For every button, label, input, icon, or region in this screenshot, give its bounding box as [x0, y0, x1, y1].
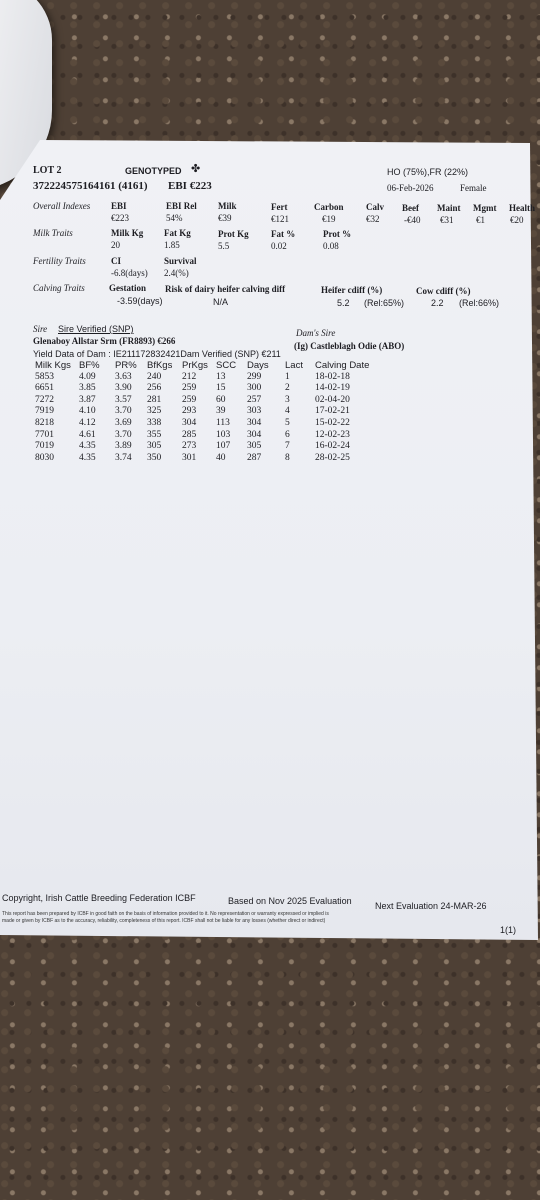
- table-cell: 16-02-24: [315, 441, 350, 452]
- table-cell: 3.63: [115, 371, 132, 382]
- table-cell: 14-02-19: [315, 383, 350, 394]
- table-cell: 304: [182, 417, 197, 428]
- table-cell: 240: [147, 371, 162, 382]
- table-row: [35, 441, 375, 453]
- table-cell: 5: [285, 417, 290, 428]
- table-cell: 5853: [35, 371, 54, 382]
- table-cell: 3.74: [115, 452, 132, 463]
- table-cell: 15-02-22: [315, 417, 350, 428]
- sex-label: Female: [460, 183, 487, 193]
- table-cell: 256: [147, 383, 162, 394]
- index-val-milk: €39: [218, 213, 232, 223]
- table-cell: 7919: [35, 406, 54, 417]
- index-col-beef: Beef: [402, 203, 419, 213]
- table-cell: 7: [285, 441, 290, 452]
- table-cell: 3.70: [115, 406, 132, 417]
- milk-val-fat-kg: 1.85: [164, 240, 180, 250]
- breed-label: HO (75%),FR (22%): [387, 167, 469, 177]
- col-calving-date: Calving Date: [315, 360, 370, 371]
- cow-cdiff-rel: (Rel:66%): [459, 298, 500, 308]
- milk-val-fat-pct: 0.02: [271, 241, 287, 251]
- table-cell: 4.61: [79, 429, 96, 440]
- dam-yield-title: Yield Data of Dam : IE211172832421Dam Verified (SNP) €211: [33, 349, 281, 359]
- table-cell: 2: [285, 383, 290, 394]
- heifer-cdiff-rel: (Rel:65%): [364, 298, 405, 308]
- table-cell: 304: [247, 417, 262, 428]
- fertility-traits-label: Fertility Traits: [33, 256, 86, 266]
- col-lact: Lact: [285, 360, 303, 371]
- dam-yield-header-row: [35, 360, 375, 372]
- table-cell: 3.90: [115, 383, 132, 394]
- table-cell: 113: [216, 417, 230, 428]
- header-ebi: EBI €223: [168, 180, 212, 192]
- table-cell: 7019: [35, 441, 54, 452]
- table-cell: 3: [285, 394, 290, 405]
- table-cell: 4.35: [79, 441, 96, 452]
- table-cell: 304: [247, 429, 262, 440]
- table-cell: 3.89: [115, 441, 132, 452]
- dams-sire-label: Dam's Sire: [296, 328, 336, 338]
- table-cell: 40: [216, 452, 226, 463]
- disclaimer-line-2: made or given by ICBF as to the accuracy, reliability, completeness of this report. ICBF shall not be liable for any losses (whether direct or indirect): [2, 918, 326, 924]
- table-cell: 17-02-21: [315, 406, 350, 417]
- table-row: [35, 406, 375, 418]
- index-val-maint: €31: [440, 215, 454, 225]
- table-cell: 3.85: [79, 383, 96, 394]
- table-cell: 6651: [35, 383, 54, 394]
- table-cell: 6: [285, 429, 290, 440]
- disclaimer-line-1: This report has been prepared by ICBF in good faith on the basis of information provided to it. No representation or warranty expressed or implied is: [2, 911, 329, 917]
- table-row: [35, 430, 375, 442]
- table-cell: 293: [182, 406, 197, 417]
- fertility-col-survival: Survival: [164, 256, 197, 266]
- index-val-fert: €121: [271, 214, 289, 224]
- genotyped-label: GENOTYPED: [125, 166, 182, 176]
- milk-col-fat-kg: Fat Kg: [164, 228, 191, 238]
- heifer-cdiff-value: 5.2: [337, 298, 350, 308]
- gestation-label: Gestation: [109, 283, 146, 293]
- lot-label: LOT 2: [33, 165, 62, 176]
- table-cell: 287: [247, 452, 262, 463]
- table-cell: 3.87: [79, 394, 96, 405]
- table-cell: 3.57: [115, 394, 132, 405]
- table-cell: 305: [247, 441, 262, 452]
- milk-val-prot-kg: 5.5: [218, 241, 230, 251]
- table-cell: 4.35: [79, 452, 96, 463]
- sire-verified-link: Sire Verified (SNP): [58, 324, 134, 334]
- table-cell: 7701: [35, 429, 54, 440]
- index-val-ebi: €223: [111, 213, 129, 223]
- table-cell: 4.09: [79, 371, 96, 382]
- dna-helix-icon: ✤: [191, 163, 201, 175]
- index-col-health: Health: [509, 203, 535, 213]
- table-row: [35, 418, 375, 430]
- table-cell: 60: [216, 394, 226, 405]
- index-val-ebi-rel: 54%: [166, 213, 183, 223]
- sire-name: Glenaboy Allstar Srm (FR8893) €266: [33, 336, 176, 346]
- index-col-milk: Milk: [218, 201, 237, 211]
- date-label: 06-Feb-2026: [387, 183, 434, 193]
- table-cell: 8218: [35, 417, 54, 428]
- gestation-value: -3.59(days): [117, 296, 163, 306]
- table-cell: 4.10: [79, 406, 96, 417]
- tag-id: 372224575164161 (4161): [33, 180, 148, 192]
- index-col-calv: Calv: [366, 202, 384, 212]
- index-col-fert: Fert: [271, 202, 288, 212]
- index-val-beef: -€40: [404, 215, 421, 225]
- index-col-maint: Maint: [437, 203, 461, 213]
- risk-value: N/A: [213, 297, 229, 307]
- table-row: [35, 372, 375, 384]
- table-cell: 7272: [35, 394, 54, 405]
- index-col-mgmt: Mgmt: [473, 203, 497, 213]
- table-cell: 338: [147, 417, 162, 428]
- col-milk-kgs: Milk Kgs: [35, 360, 71, 371]
- index-col-ebi-rel: EBI Rel: [166, 201, 197, 211]
- milk-val-prot-pct: 0.08: [323, 241, 339, 251]
- milk-col-fat-pct: Fat %: [271, 229, 296, 239]
- milk-col-prot-pct: Prot %: [323, 229, 352, 239]
- index-val-health: €20: [510, 215, 524, 225]
- cow-cdiff-label: Cow cdiff (%): [416, 286, 471, 296]
- calving-traits-label: Calving Traits: [33, 283, 85, 293]
- heifer-cdiff-label: Heifer cdiff (%): [321, 285, 383, 295]
- evaluation-text: Based on Nov 2025 Evaluation: [228, 896, 352, 906]
- next-evaluation-text: Next Evaluation 24-MAR-26: [375, 901, 487, 911]
- table-cell: 12-02-23: [315, 429, 350, 440]
- table-cell: 259: [182, 394, 197, 405]
- table-cell: 281: [147, 394, 162, 405]
- index-col-carbon: Carbon: [314, 202, 344, 212]
- table-cell: 305: [147, 441, 162, 452]
- index-col-ebi: EBI: [111, 201, 127, 211]
- table-cell: 15: [216, 383, 226, 394]
- col-bf-kgs: BfKgs: [147, 360, 173, 371]
- sire-label: Sire: [33, 324, 48, 334]
- index-val-calv: €32: [366, 214, 380, 224]
- dams-sire-name: (Ig) Castleblagh Odie (ABO): [294, 341, 405, 351]
- col-bf-pct: BF%: [79, 360, 100, 371]
- table-cell: 273: [182, 441, 197, 452]
- table-cell: 1: [285, 371, 290, 382]
- dam-yield-rows: [35, 372, 375, 465]
- index-val-mgmt: €1: [476, 215, 485, 225]
- col-days: Days: [247, 360, 269, 371]
- cow-cdiff-value: 2.2: [431, 298, 444, 308]
- milk-col-milk-kg: Milk Kg: [111, 228, 144, 238]
- table-cell: 301: [182, 452, 197, 463]
- table-cell: 28-02-25: [315, 452, 350, 463]
- risk-label: Risk of dairy heifer calving diff: [165, 284, 286, 294]
- table-cell: 3.69: [115, 417, 132, 428]
- fertility-val-survival: 2.4(%): [164, 268, 189, 278]
- page-number: 1(1): [500, 925, 517, 935]
- milk-val-milk-kg: 20: [111, 240, 120, 250]
- table-cell: 303: [247, 406, 262, 417]
- table-cell: 355: [147, 429, 162, 440]
- table-cell: 257: [247, 394, 262, 405]
- table-cell: 39: [216, 406, 226, 417]
- col-pr-kgs: PrKgs: [182, 360, 208, 371]
- table-row: [35, 383, 375, 395]
- table-cell: 4: [285, 406, 290, 417]
- table-cell: 103: [216, 429, 231, 440]
- col-scc: SCC: [216, 360, 237, 371]
- table-cell: 8: [285, 452, 290, 463]
- table-cell: 212: [182, 371, 197, 382]
- fertility-val-ci: -6.8(days): [111, 268, 148, 278]
- table-cell: 02-04-20: [315, 394, 350, 405]
- dam-yield-table: [35, 360, 375, 464]
- index-val-carbon: €19: [322, 214, 336, 224]
- table-cell: 18-02-18: [315, 371, 350, 382]
- table-cell: 107: [216, 441, 231, 452]
- table-cell: 13: [216, 371, 226, 382]
- table-cell: 3.70: [115, 429, 132, 440]
- table-cell: 350: [147, 452, 162, 463]
- col-pr-pct: PR%: [115, 360, 137, 371]
- table-cell: 299: [247, 371, 262, 382]
- fertility-col-ci: CI: [111, 256, 122, 266]
- table-row: [35, 453, 375, 465]
- table-cell: 325: [147, 406, 162, 417]
- table-cell: 4.12: [79, 417, 96, 428]
- table-cell: 300: [247, 383, 262, 394]
- table-cell: 259: [182, 383, 197, 394]
- milk-col-prot-kg: Prot Kg: [218, 229, 249, 239]
- table-row: [35, 395, 375, 407]
- milk-traits-label: Milk Traits: [33, 228, 73, 238]
- table-cell: 285: [182, 429, 197, 440]
- overall-indexes-label: Overall Indexes: [33, 201, 91, 211]
- copyright-text: Copyright, Irish Cattle Breeding Federation ICBF: [2, 893, 196, 903]
- table-cell: 8030: [35, 452, 54, 463]
